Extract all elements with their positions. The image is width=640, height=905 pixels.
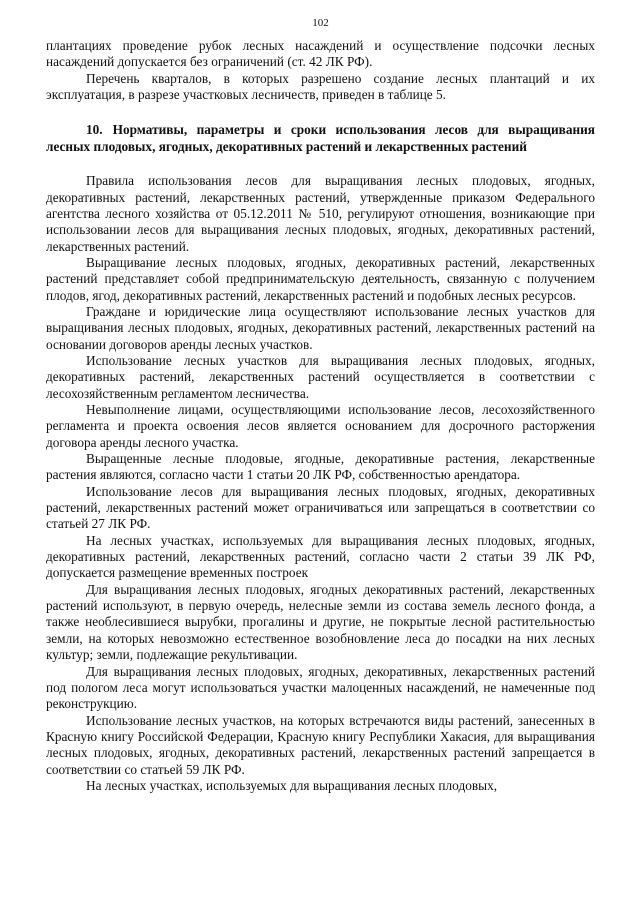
body-paragraph: Использование лесных участков, на которых встречаются виды растений, занесенных в Красную книгу Российской Федерации, Красную книгу Республики Хакасия, для выращивания лесных плодовых, ягодных, декоративных растений, лекарственных растений запрещается в соответствии со статьей 59 ЛК РФ. (46, 712, 595, 777)
body-paragraph: Невыполнение лицами, осуществляющими использование лесов, лесохозяйственного регламента и проекта освоения лесов является основанием для досрочного расторжения договора аренды лесного участка. (46, 402, 595, 450)
document-page (46, 16, 595, 794)
section-number: 10. (86, 122, 103, 138)
intro-paragraph-2: Перечень кварталов, в которых разрешено создание лесных плантаций и их эксплуатация, в разрезе участковых лесничеств, приведен в таблице 5. (46, 70, 595, 103)
body-paragraph: Выращивание лесных плодовых, ягодных, декоративных растений, лекарственных растений представляет собой предпринимательскую деятельность, связанную с получением плодов, ягод, декоративных растений, лекарственных растений и подобных лесных ресурсов. (46, 254, 595, 303)
body-paragraph: Для выращивания лесных плодовых, ягодных, декоративных, лекарственных растений под пологом леса могут использоваться участки малоценных насаждений, не намеченные под реконструкцию. (46, 663, 595, 712)
intro-paragraph-1: плантациях проведение рубок лесных насаждений и осуществление подсочки лесных насаждений допускается без ограничений (ст. 42 ЛК РФ). (46, 38, 595, 70)
page-number: 102 (312, 17, 329, 29)
body-paragraph: Использование лесных участков для выращивания лесных плодовых, ягодных, декоративных растений, лекарственных растений осуществляется в соответствии с лесохозяйственным регламентом лесничества. (46, 352, 595, 401)
body-paragraph: На лесных участках, используемых для выращивания лесных плодовых, ягодных, декоративных растений, лекарственных растений, согласно части 2 статьи 39 ЛК РФ, допускается размещение временных построек (46, 532, 595, 581)
body-paragraph: Для выращивания лесных плодовых, ягодных декоративных растений, лекарственных растений используют, в первую очередь, нелесные земли из состава земель лесного фонда, а также необлесившиеся вырубки, прогалины и другие, не покрытые лесной растительностью земли, на которых невозможно естественное возобновление леса до посадки на них лесных культур; земли, подлежащие рекультивации. (46, 581, 595, 663)
body-paragraph: Правила использования лесов для выращивания лесных плодовых, ягодных, декоративных растений, лекарственных растений, утвержденные приказом Федерального агентства лесного хозяйства от 05.12.2011 № 510, регулируют отношения, возникающие при использовании лесов для выращивания лесных плодовых, ягодных, декоративных растений, лекарственных растений. (46, 173, 595, 254)
body-paragraph-continued: На лесных участках, используемых для выращивания лесных плодовых, (86, 777, 498, 793)
section-heading (46, 122, 595, 155)
body-paragraph: Использование лесов для выращивания лесных плодовых, ягодных, декоративных растений, лекарственных растений может ограничиваться или запрещаться в соответствии со статьей 27 ЛК РФ. (46, 483, 595, 532)
section-title: Нормативы, параметры и сроки использования лесов для выращивания лесных плодовых, ягодных, декоративных растений и лекарственных растений (46, 122, 595, 154)
body-paragraph: Выращенные лесные плодовые, ягодные, декоративные растения, лекарственные растения являются, согласно части 1 статьи 20 ЛК РФ, собственностью арендатора. (46, 451, 595, 483)
body-paragraph: Граждане и юридические лица осуществляют использование лесных участков для выращивания лесных плодовых, ягодных, декоративных растений, лекарственных растений на основании договоров аренды лесных участков. (46, 303, 595, 352)
